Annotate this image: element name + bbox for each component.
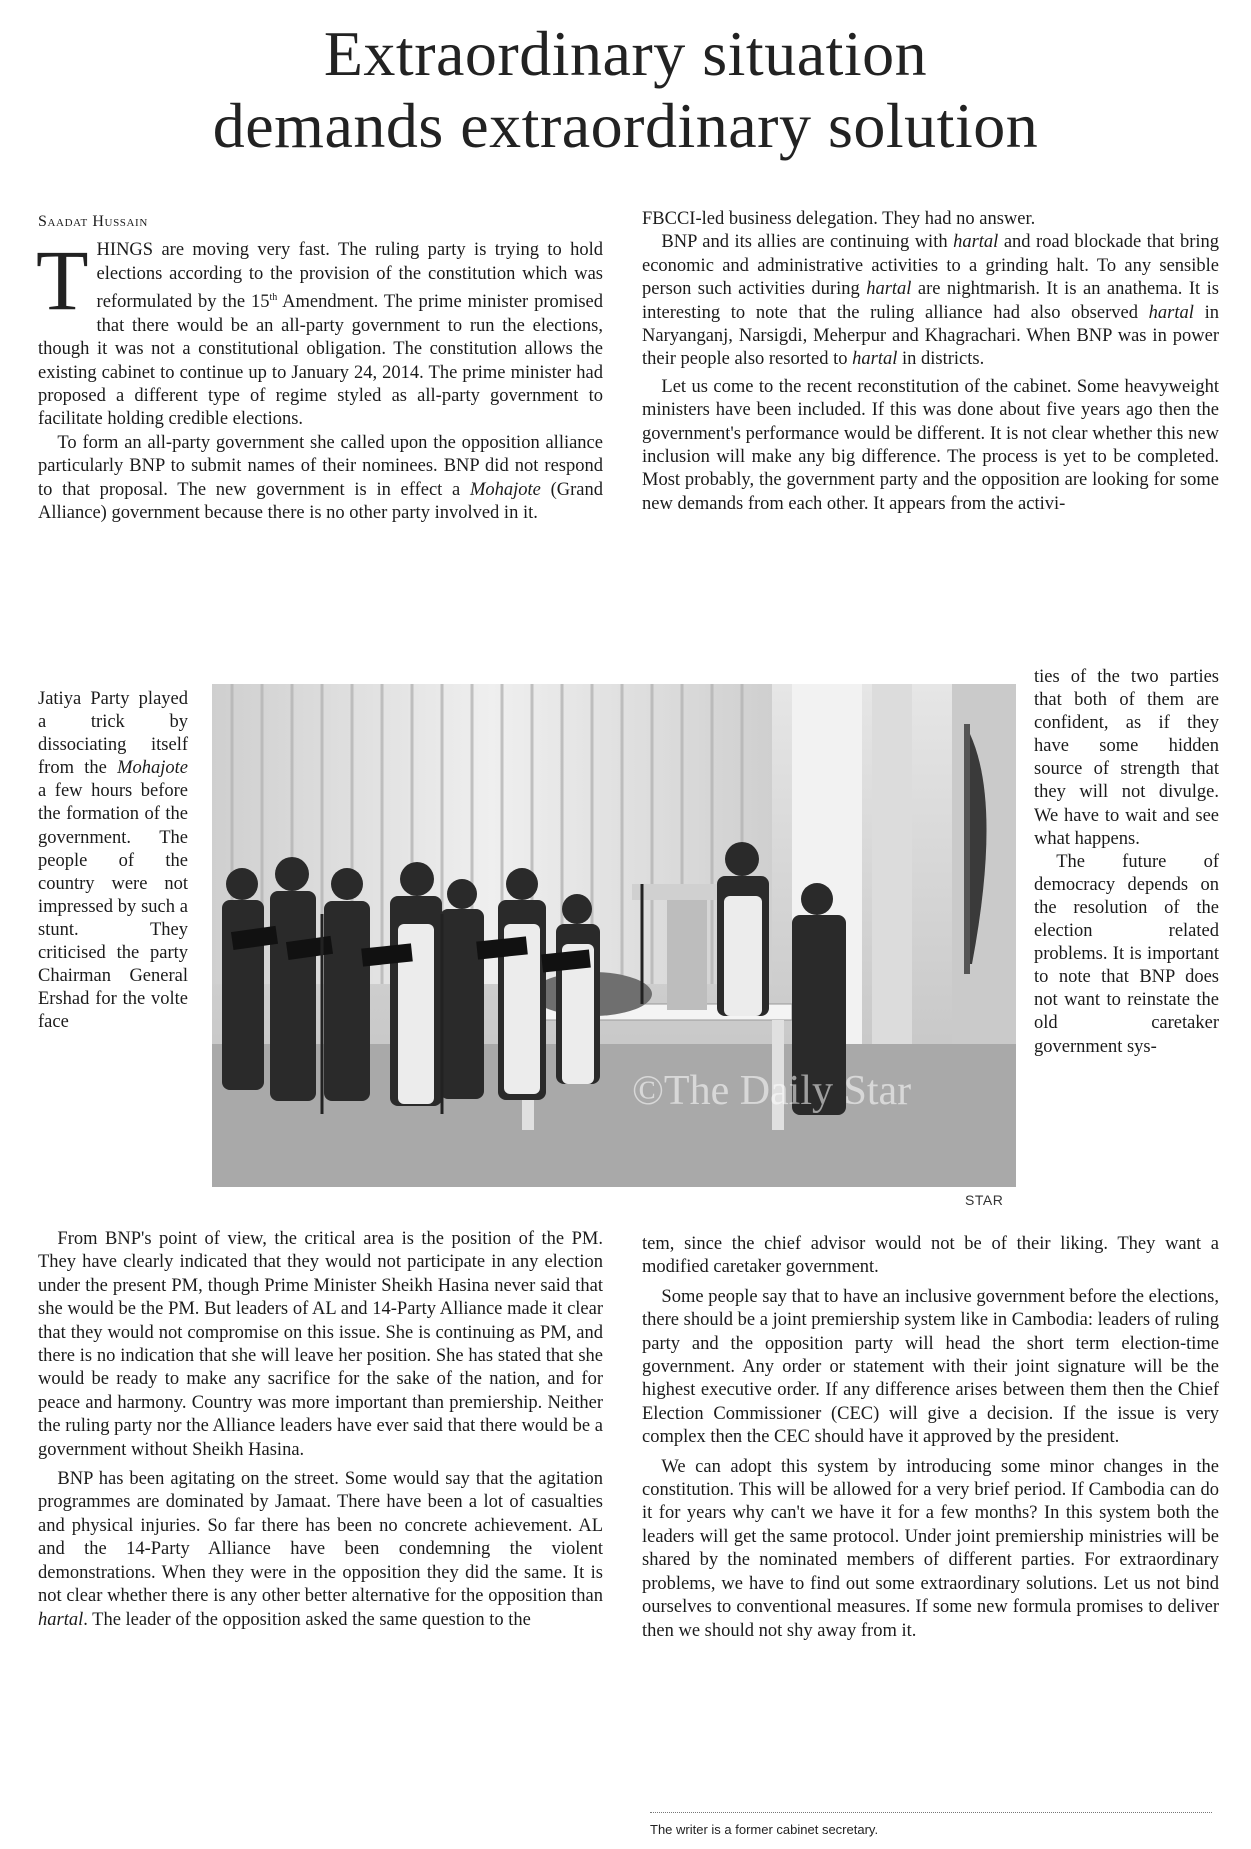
byline: Saadat Hussain xyxy=(38,213,148,230)
footer-divider xyxy=(650,1812,1212,1813)
photo-credit: STAR xyxy=(965,1192,1004,1208)
right-paragraph-5: Some people say that to have an inclusive government before the elections, there should be a joint premiership system like in Cambodia: leaders of ruling party and the opposition party will head the short term election-time government. Any order or statement with their joint signature will be the highest executive order. If any difference arises between them then the Chief Election Commissioner (CEC) will give a decision. If the issue is very complex then the CEC should have it approved by the president. xyxy=(642,1286,1219,1448)
right-paragraph-6: We can adopt this system by introducing some minor changes in the constitution. This will be allowed for a very brief period. If Cambodia can do it for years why can't we have it for a few months? In this system both the leaders will get the same protocol. Under joint premiership ministries will be shared by the nominated members of different parties. For extraordinary problems, we have to find out some extraordinary solutions. Let us not bind ourselves to conventional measures. If some new formula promises to deliver then we should not shy away from it. xyxy=(642,1456,1219,1641)
left-narrow-column xyxy=(38,688,188,1034)
left-column-bottom xyxy=(38,1228,603,1632)
headline-line-1: Extraordinary situation xyxy=(323,18,928,89)
right-narrow-paragraph-1: ties of the two parties that both of them are confident, as if they have some hidden source of strength that they will not divulge. We have to wait and see what happens. xyxy=(1034,667,1219,849)
right-narrow-paragraph-2: The future of democracy depends on the resolution of the election related problems. It is important to note that BNP does not want to reinstate the old caretaker government sys- xyxy=(1034,851,1219,1057)
photo-illustration xyxy=(212,684,1016,1187)
drop-cap: T xyxy=(36,232,89,329)
left-narrow-paragraph: Jatiya Party played a trick by dissociating itself from the Mohajote a few hours before the formation of the government. The people of the country were not impressed by such a stunt. They criticised the party Chairman General Ershad for the volte face xyxy=(38,689,188,1033)
left-paragraph-1: THINGS are moving very fast. The ruling party is trying to hold elections according to the provision of the constitution which was reformulated by the 15th Amendment. The prime minister promised that there would be an all-party government to run the elections, though it was not a constitutional obligation. The constitution allows the existing cabinet to continue up to January 24, 2014. The prime minister had proposed a different type of regime styled as all-party government to facilitate holding credible elections. xyxy=(36,232,603,430)
right-paragraph-2: BNP and its allies are continuing with hartal and road blockade that bring economic and administrative activities to a grinding halt. To any sensible person such activities during hartal are nightmarish. It is an anathema. It is interesting to note that the ruling alliance had also observed hartal in Naryanganj, Narsigdi, Meherpur and Khagrachari. When BNP was in power their people also resorted to hartal in districts. xyxy=(642,232,1219,370)
headline xyxy=(0,18,1251,162)
right-column-top xyxy=(642,208,1219,516)
author-note: The writer is a former cabinet secretary. xyxy=(650,1822,879,1837)
right-paragraph-3: Let us come to the recent reconstitution of the cabinet. Some heavyweight ministers have been included. If this was done about five years ago then the government's performance would be different. It is not clear whether this new inclusion will make any big difference. The process is yet to be completed. Most probably, the government party and the opposition are looking for some new demands from each other. It appears from the activi- xyxy=(642,376,1219,514)
right-column-bottom xyxy=(642,1233,1219,1643)
left-column-top xyxy=(38,210,603,525)
headline-line-2: demands extraordinary solution xyxy=(212,90,1039,161)
left-paragraph-2: To form an all-party government she called upon the opposition alliance particularly BNP to submit names of their nominees. BNP did not respond to that proposal. The new government is in effect a Mohajote (Grand Alliance) government because there is no other party involved in it. xyxy=(38,432,603,524)
left-paragraph-4: BNP has been agitating on the street. Some would say that the agitation programmes are dominated by Jamaat. There have been a lot of casualties and physical injuries. So far there has been no concrete achievement. AL and the 14-Party Alliance have been condemning the violent demonstrations. When they were in the opposition they did the same. It is not clear whether there is any other better alternative for the opposition than hartal. The leader of the opposition asked the same question to the xyxy=(38,1469,603,1630)
left-paragraph-3: From BNP's point of view, the critical area is the position of the PM. They have clearly indicated that they would not participate in any election under the present PM, though Prime Minister Sheikh Hasina never said that she would be the PM. But leaders of AL and 14-Party Alliance made it clear that they would not compromise on this issue. She is continuing as PM, and there is no indication that she will leave her position. She has stated that she would be ready to make any sacrifice for the sake of the nation, and for peace and harmony. Country was more important than premiership. Neither the ruling party nor the Alliance leaders have ever said that there would be a government without Sheikh Hasina. xyxy=(38,1229,603,1460)
photo-watermark: ©The Daily Star xyxy=(632,1068,912,1114)
right-paragraph-1: FBCCI-led business delegation. They had no answer. xyxy=(642,209,1036,229)
news-photo xyxy=(212,684,1016,1187)
right-narrow-column xyxy=(1034,666,1219,1059)
right-paragraph-4: tem, since the chief advisor would not be of their liking. They want a modified caretaker government. xyxy=(642,1234,1219,1278)
